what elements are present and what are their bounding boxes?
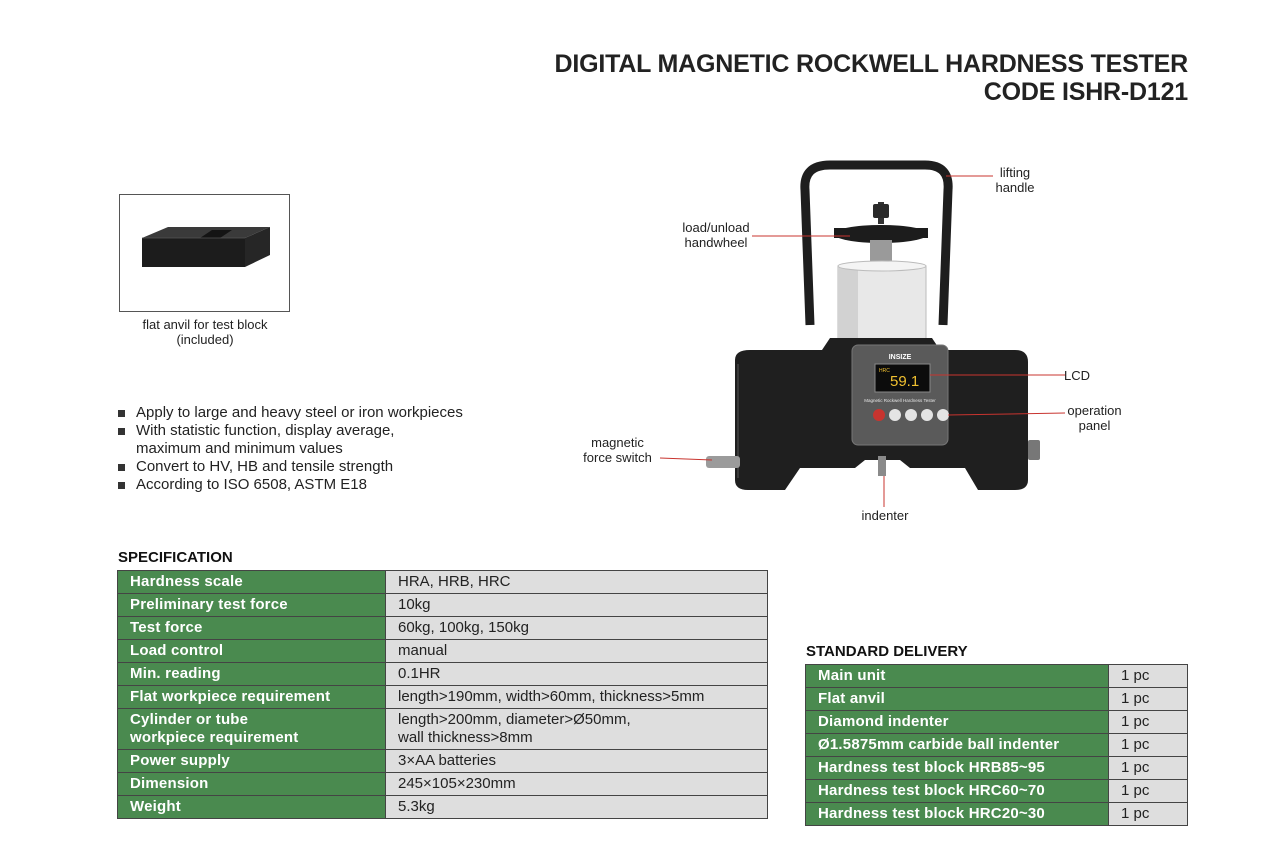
bullet-icon xyxy=(118,482,125,489)
table-row: Diamond indenter 1 pc xyxy=(806,711,1188,734)
callout-lifting-handle: lifting handle xyxy=(995,165,1035,195)
table-row: Dimension 245×105×230mm xyxy=(118,773,768,796)
anvil-caption-line2: (included) xyxy=(176,332,234,347)
power-button[interactable] xyxy=(873,409,885,421)
lcd-value: 59.1 xyxy=(890,373,920,390)
anvil-caption xyxy=(110,317,300,347)
feature-item: With statistic function, display average, maximum and minimum values xyxy=(118,422,463,458)
bullet-icon xyxy=(118,464,125,471)
table-row: Hardness test block HRB85~95 1 pc xyxy=(806,757,1188,780)
select-button[interactable] xyxy=(889,409,901,421)
table-row: Preliminary test force 10kg xyxy=(118,594,768,617)
product-title: DIGITAL MAGNETIC ROCKWELL HARDNESS TESTER xyxy=(554,50,1188,78)
feature-item: Apply to large and heavy steel or iron workpieces xyxy=(118,404,463,422)
feature-list xyxy=(118,404,463,494)
specification-table xyxy=(117,570,768,819)
down-button[interactable] xyxy=(921,409,933,421)
bullet-icon xyxy=(118,410,125,417)
table-row: Min. reading 0.1HR xyxy=(118,663,768,686)
lcd-unit: HRC xyxy=(879,368,890,374)
confirm-button[interactable] xyxy=(937,409,949,421)
feature-item: Convert to HV, HB and tensile strength xyxy=(118,458,463,476)
specification-title: SPECIFICATION xyxy=(118,549,233,566)
callout-lcd: LCD xyxy=(1064,368,1091,383)
table-row: Hardness test block HRC20~30 1 pc xyxy=(806,803,1188,826)
bullet-icon xyxy=(118,428,125,435)
product-illustration xyxy=(560,150,1122,530)
feature-item: According to ISO 6508, ASTM E18 xyxy=(118,476,463,494)
table-row: Test force 60kg, 100kg, 150kg xyxy=(118,617,768,640)
table-row: Weight 5.3kg xyxy=(118,796,768,819)
table-row: Power supply 3×AA batteries xyxy=(118,750,768,773)
delivery-title: STANDARD DELIVERY xyxy=(806,643,968,660)
brand-logo: INSIZE xyxy=(888,354,912,361)
callout-handwheel: load/unload handwheel xyxy=(682,220,750,250)
panel-text: Magnetic Rockwell Hardness Tester xyxy=(864,398,936,403)
callout-magnetic-switch: magnetic force switch xyxy=(583,435,652,465)
product-code: CODE ISHR-D121 xyxy=(983,78,1188,106)
anvil-caption-line1: flat anvil for test block xyxy=(142,317,268,332)
table-row: Hardness scale HRA, HRB, HRC xyxy=(118,571,768,594)
callout-indenter: indenter xyxy=(861,508,909,523)
table-row: Flat anvil 1 pc xyxy=(806,688,1188,711)
delivery-table xyxy=(805,664,1188,826)
anvil-image-frame xyxy=(119,194,290,312)
table-row: Load control manual xyxy=(118,640,768,663)
table-row: Hardness test block HRC60~70 1 pc xyxy=(806,780,1188,803)
flat-anvil-image xyxy=(120,195,289,311)
page-title xyxy=(555,50,1188,106)
table-row: Ø1.5875mm carbide ball indenter 1 pc xyxy=(806,734,1188,757)
hardness-tester-image xyxy=(560,150,1080,530)
table-row: Cylinder or tube workpiece requirement length>200mm, diameter>Ø50mm, wall thickness>8mm xyxy=(118,709,768,750)
table-row: Main unit 1 pc xyxy=(806,665,1188,688)
callout-operation-panel: operation panel xyxy=(1067,403,1122,433)
up-button[interactable] xyxy=(905,409,917,421)
table-row: Flat workpiece requirement length>190mm, width>60mm, thickness>5mm xyxy=(118,686,768,709)
